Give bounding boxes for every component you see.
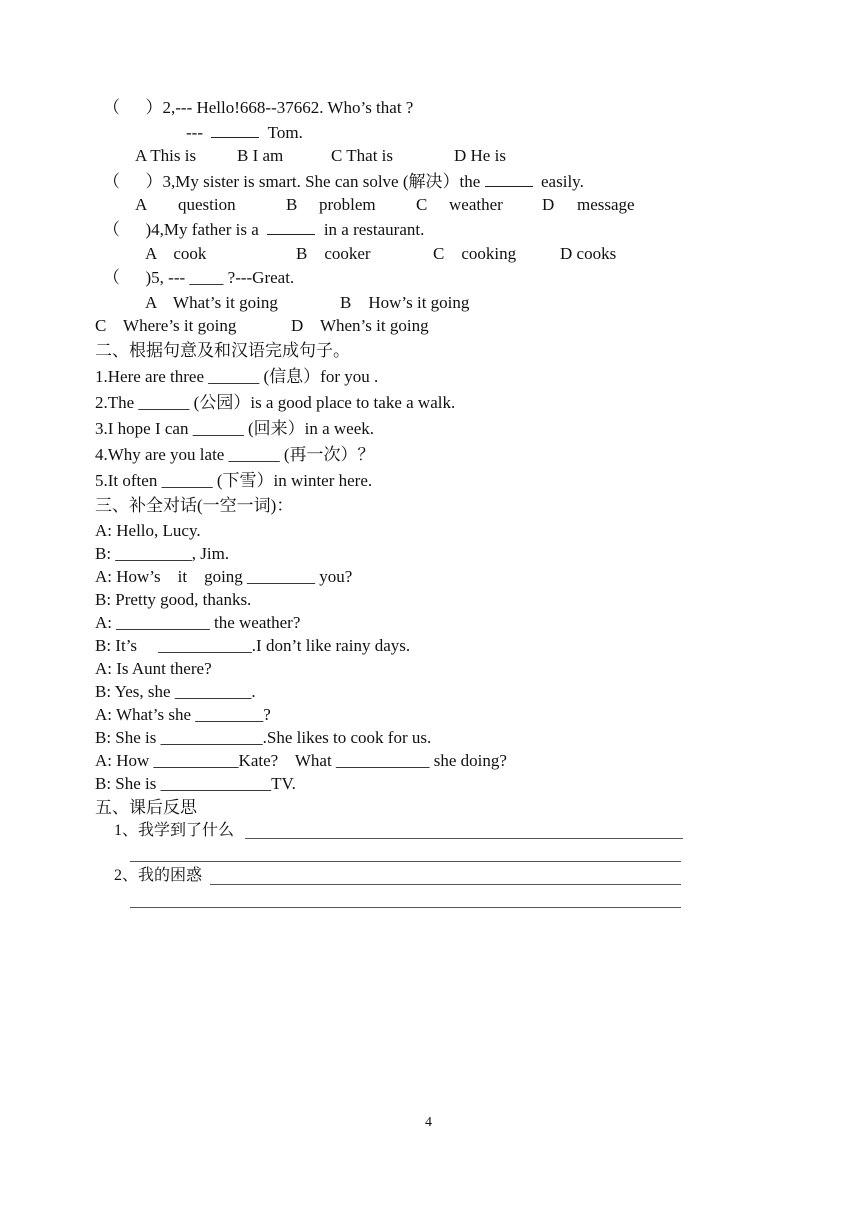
q5-option-d: D When’s it going [291, 316, 429, 335]
dialogue-line-3: A: How’s it going ________ you? [95, 567, 353, 586]
q3-option-b-letter: B [286, 195, 298, 214]
question-4 [103, 220, 424, 238]
writing-line [245, 838, 683, 839]
q5-option-c: C Where’s it going [95, 316, 237, 335]
q4-option-c: C cooking [433, 244, 517, 263]
answer-blank [211, 123, 259, 138]
q3-text-end: easily. [532, 172, 584, 191]
section-2-item-2: 2.The ______ (公园）is a good place to take a walk. [95, 393, 456, 412]
q3-text: （ ）3,My sister is smart. She can solve (解决）the [103, 172, 485, 191]
section-2-item-1: 1.Here are three ______ (信息）for you . [95, 367, 379, 386]
q3-option-a-letter: A [135, 195, 148, 214]
q3-option-b: problem [319, 195, 376, 214]
q3-option-c-letter: C [416, 195, 428, 214]
section-2-item-5: 5.It often ______ (下雪）in winter here. [95, 471, 373, 490]
dialogue-line-12: B: She is _____________TV. [95, 774, 296, 793]
section-2-item-3: 3.I hope I can ______ (回来）in a week. [95, 419, 375, 438]
q4-text-end: in a restaurant. [315, 220, 425, 239]
q5-option-b: B How’s it going [340, 293, 470, 312]
dialogue-line-2: B: _________, Jim. [95, 544, 230, 563]
dialogue-line-5: A: ___________ the weather? [95, 613, 301, 632]
dialogue-line-8: B: Yes, she _________. [95, 682, 256, 701]
section-5-heading: 五、课后反思 [95, 798, 197, 817]
dialogue-line-4: B: Pretty good, thanks. [95, 590, 252, 609]
q3-option-d: message [577, 195, 635, 214]
question-2: （ ）2,--- Hello!668--37662. Who’s that ? [103, 98, 414, 117]
reply-suffix: Tom. [259, 123, 303, 142]
dialogue-line-7: A: Is Aunt there? [95, 659, 212, 678]
section-2-item-4: 4.Why are you late ______ (再一次）？ [95, 445, 375, 464]
section-2-heading: 二、根据句意及和汉语完成句子。 [95, 341, 350, 360]
q4-text: （ )4,My father is a [103, 220, 268, 239]
writing-line [130, 907, 681, 908]
writing-line [210, 884, 681, 885]
q4-option-d: D cooks [560, 244, 617, 263]
q3-option-c: weather [449, 195, 503, 214]
q2-option-b: B I am [237, 146, 284, 165]
q2-option-c: C That is [331, 146, 394, 165]
dialogue-line-1: A: Hello, Lucy. [95, 521, 201, 540]
question-5: （ )5, --- ____ ?---Great. [103, 268, 295, 287]
page-number: 4 [425, 1115, 432, 1130]
question-2-reply [186, 123, 303, 141]
writing-line [130, 861, 681, 862]
question-3 [103, 172, 584, 190]
reply-prefix: --- [186, 123, 212, 142]
q3-option-d-letter: D [542, 195, 555, 214]
reflection-item-2: 2、我的困惑 [114, 867, 203, 884]
q4-option-b: B cooker [296, 244, 371, 263]
dialogue-line-6: B: It’s ___________.I don’t like rainy days. [95, 636, 411, 655]
dialogue-line-11: A: How __________Kate? What ___________ she doing? [95, 751, 507, 770]
section-3-heading: 三、补全对话(一空一词)： [95, 496, 294, 515]
q2-option-a: A This is [135, 146, 197, 165]
answer-blank [267, 220, 315, 235]
q2-option-d: D He is [454, 146, 506, 165]
q4-option-a: A cook [145, 244, 207, 263]
answer-blank [485, 172, 533, 187]
q5-option-a: A What’s it going [145, 293, 278, 312]
dialogue-line-9: A: What’s she ________? [95, 705, 271, 724]
dialogue-line-10: B: She is ____________.She likes to cook for us. [95, 728, 432, 747]
reflection-item-1: 1、我学到了什么 [114, 822, 235, 839]
q3-option-a: question [178, 195, 236, 214]
